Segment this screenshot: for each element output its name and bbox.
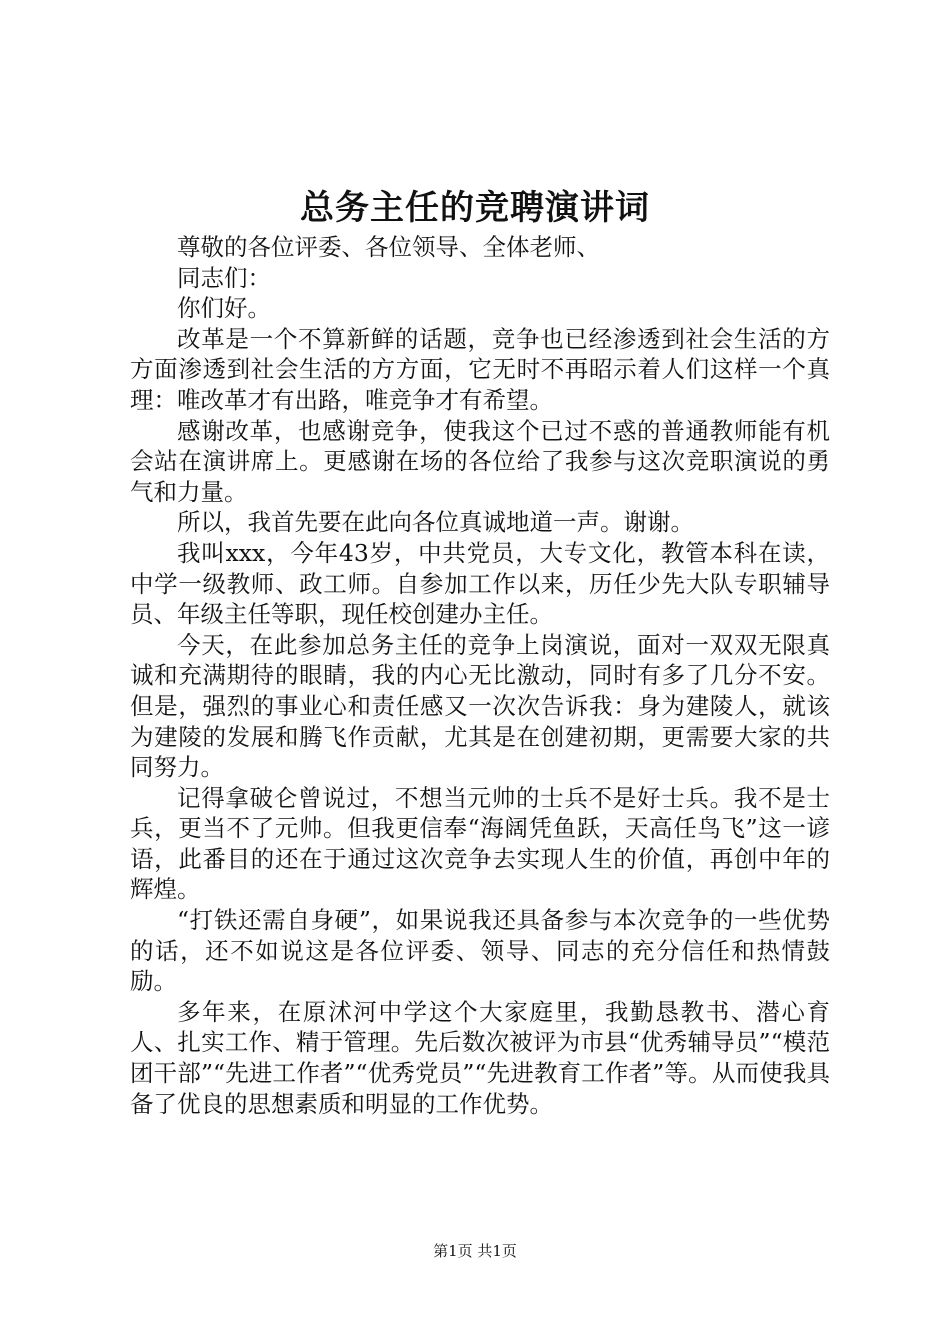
paragraph: 记得拿破仑曾说过，不想当元帅的士兵不是好士兵。我不是士兵，更当不了元帅。但我更信奉“海阔凭鱼跃，天高任鸟飞”这一谚语，此番目的还在于通过这次竞争去实现人生的价值，再创中年的辉煌。 xyxy=(130,783,830,904)
document-title: 总务主任的竞聘演讲词 xyxy=(300,188,650,228)
paragraph: 所以，我首先要在此向各位真诚地道一声。谢谢。 xyxy=(177,508,694,537)
salutation-line-1: 尊敬的各位评委、各位领导、全体老师、 xyxy=(177,233,600,261)
page-footer: 第1页 共1页 xyxy=(433,1242,517,1260)
salutation-line-2: 同志们： xyxy=(177,263,271,292)
document-body xyxy=(130,232,830,1119)
paragraph: 我叫xxx，今年43岁，中共党员，大专文化，教管本科在读，中学一级教师、政工师。自参加工作以来，历任少先大队专职辅导员、年级主任等职，现任校创建办主任。 xyxy=(130,538,830,629)
paragraph: 今天，在此参加总务主任的竞争上岗演说，面对一双双无限真诚和充满期待的眼睛，我的内心无比激动，同时有多了几分不安。但是，强烈的事业心和责任感又一次次告诉我：身为建陵人，就该为建陵的发展和腾飞作贡献，尤其是在创建初期，更需要大家的共同努力。 xyxy=(130,630,830,782)
paragraph: 感谢改革，也感谢竞争，使我这个已过不惑的普通教师能有机会站在演讲席上。更感谢在场的各位给了我参与这次竞职演说的勇气和力量。 xyxy=(130,416,830,506)
paragraph: 多年来，在原沭河中学这个大家庭里，我勤恳教书、潜心育人、扎实工作、精于管理。先后数次被评为市县“优秀辅导员”“模范团干部”“先进工作者”“优秀党员”“先进教育工作者”等。从而使我具备了优良的思想素质和明显的工作优势。 xyxy=(130,997,830,1118)
greeting: 你们好。 xyxy=(177,294,271,323)
paragraph: “打铁还需自身硬”，如果说我还具备参与本次竞争的一些优势的话，还不如说这是各位评委、领导、同志的充分信任和热情鼓励。 xyxy=(130,906,830,996)
paragraph: 改革是一个不算新鲜的话题，竞争也已经渗透到社会生活的方方面渗透到社会生活的方方面，它无时不再昭示着人们这样一个真理：唯改革才有出路，唯竞争才有希望。 xyxy=(130,324,830,414)
